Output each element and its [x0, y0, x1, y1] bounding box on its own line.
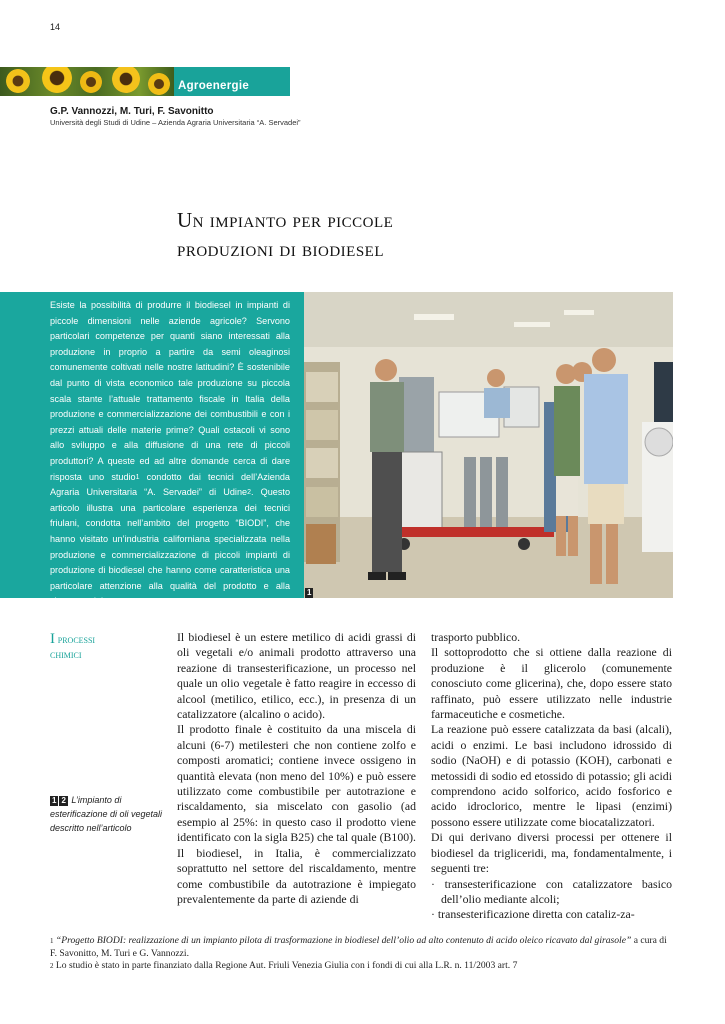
page-number: 14 [50, 22, 61, 32]
footnotes [50, 935, 672, 973]
photo-illustration [304, 292, 673, 598]
paragraph: Il biodiesel è un estere metilico di acidi grassi di oli vegetali e/o animali prodotto attraverso una reazione di transesterificazione, un processo nel quale un olio vegetale è fatto reagire in eccesso di alcool (metilico, etilico, ecc.), in presenza di un catalizzatore (alcalino o acido). [177, 630, 416, 722]
figure-caption [50, 793, 165, 835]
paragraph: La reazione può essere catalizzata da basi (alcali), acidi o enzimi. Le basi includono idrossido di sodio (NaOH) e di potassio (KOH), carbonati e metossidi di sodio ed etossido di potassio; gli acidi comprendono acido solforico, acido fosforico e acido idroclorico, mentre le lipasi (enzimi) possono essere utilizzate come biocatalizzatori. [431, 722, 672, 829]
abstract-text-2: condotto dai tecnici dell’Azienda Agraria Universitaria “A. Servadei” di Udine [50, 471, 290, 498]
footnote-2 [50, 960, 672, 973]
body-column-2 [431, 630, 672, 923]
paragraph: Il prodotto finale è costituito da una miscela di alcuni (6-7) metilesteri che non contiene zolfo e composti aromatici; contiene invece ossigeno in quantità elevata (non meno del 10%) e può essere utilizzato come combustibile per autotrazione e riscaldamento, sia miscelato con gasolio (ad esempio al 25%: in questo caso il prodotto viene identificato con la sigla B25) che tal quale (B100). Il biodiesel, in Italia, è commercializzato soprattutto nel settore del riscaldamento, mentre come combustibile da autotrazione è impiegato prevalentemente da parte di aziende di [177, 722, 416, 906]
affiliation: Università degli Studi di Udine – Azienda Agraria Universitaria “A. Servadei” [50, 118, 301, 127]
footnote-ref-2: 2 [247, 489, 251, 497]
paragraph: trasporto pubblico. [431, 630, 521, 644]
paragraph: Di qui derivano diversi processi per ottenere il biodiesel da trigliceridi, ma, fondamentalmente, i seguenti tre: [431, 830, 672, 876]
body-column-1 [177, 630, 416, 907]
abstract-text-1: Esiste la possibilità di produrre il biodiesel in impianti di piccole dimensioni nelle aziende agricole? Servono particolari competenze per quanti siano interessati alla produzione in proprio a partire da semi oleaginosi comunemente coltivati nelle nostre latitudini? È sostenibile dal punto di vista economico tale produzione su piccola scala stante l’attuale trattamento fiscale in Italia della produzione e commercializzazione dei combustibili e con i prezzi attuali delle materie prime? Quali ostacoli vi sono allo sviluppo e alla diffusione di una rete di piccoli produttori? A queste ed ad altre domande cerca di dare risposta uno studio [50, 300, 290, 482]
footnote-ref-1: 1 [135, 473, 140, 481]
footnote-number: 2 [50, 962, 54, 971]
title-line-1: Un impianto per piccole [177, 208, 394, 232]
sunflower-banner-image [0, 67, 174, 96]
figure-caption-text: L’impianto di esterificazione di oli vegetali descritto nell’articolo [50, 795, 163, 833]
section-heading-line-1: processi [55, 634, 96, 646]
section-banner [0, 67, 290, 96]
section-heading [50, 632, 95, 663]
footnote-text: Lo studio è stato in parte finanziato dalla Regione Aut. Friuli Venezia Giulia con i fondi di cui alla L.R. n. 11/2003 art. 7 [53, 960, 518, 972]
section-heading-initial: I [50, 631, 55, 647]
footnote-italic-text: “Progetto BIODI: realizzazione di un impianto pilota di trasformazione in biodiesel dell’olio ad alto contenuto di acido oleico ricavato dal girasole” [53, 935, 632, 946]
section-heading-line-2: chimici [50, 649, 82, 661]
authors: G.P. Vannozzi, M. Turi, F. Savonitto [50, 106, 214, 117]
abstract [50, 298, 290, 610]
figure-number-1: 1 [52, 796, 57, 805]
article-title [177, 206, 677, 264]
photo-number-badge: 1 [307, 588, 312, 597]
plant-photo [304, 292, 673, 598]
footnote-text: a cura di F. Savonitto, M. Turi e G. Vannozzi. [50, 935, 667, 959]
footnote-1 [50, 935, 672, 960]
figure-number-2: 2 [61, 796, 66, 805]
list-item: · transesterificazione diretta con cataliz-za- [431, 907, 635, 922]
list-item: · transesterificazione con catalizzatore basico dell’olio mediante alcoli; [431, 876, 672, 906]
section-tag: Agroenergie [174, 67, 290, 96]
paragraph: Il sottoprodotto che si ottiene dalla reazione di produzione è il glicerolo (comunemente conosciuto come glicerina), che, dopo essere stato raffinato, può essere utilizzato nelle industrie farmaceutiche e cosmetiche. [431, 645, 672, 722]
abstract-text-3: . Questo articolo illustra una particolare esperienza dei tecnici friulani, condotta nell’ambito del progetto “BIODI”, che hanno visitato un’industria californiana specializzata nella produzione e commercializzazione di piccoli impianti di produzione di biodiesel che hanno come caratteristica una particolare attenzione alla qualità del prodotto e alla sicurezza del processo. [50, 487, 290, 607]
title-line-2: produzioni di biodiesel [177, 237, 384, 261]
footnote-number: 1 [50, 937, 54, 945]
